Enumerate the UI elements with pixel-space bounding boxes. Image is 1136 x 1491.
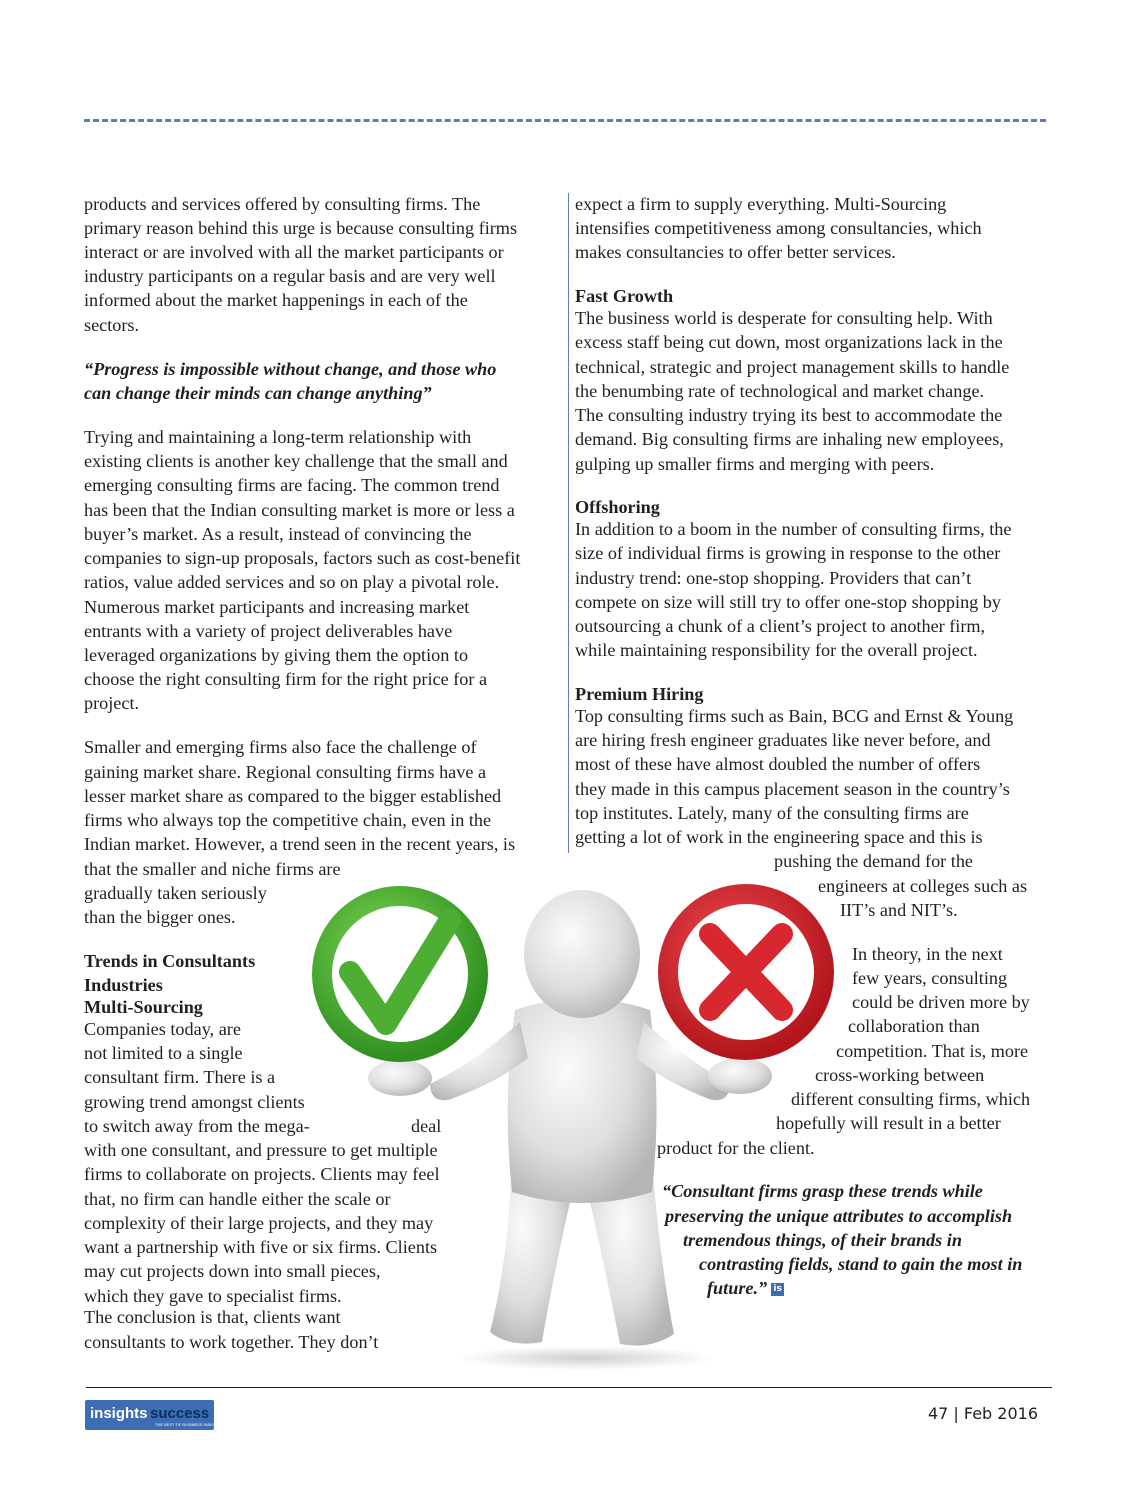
left-para3-line: Smaller and emerging firms also face the challenge of xyxy=(84,737,477,757)
left-para1-line: industry participants on a regular basis and are very well xyxy=(84,266,496,286)
right-off-line: outsourcing a chunk of a client’s project to another firm, xyxy=(575,616,986,636)
right-para1-line: intensifies competitiveness among consultancies, which xyxy=(575,218,982,238)
heading-multi-sourcing: Multi-Sourcing xyxy=(84,997,203,1017)
column-divider xyxy=(568,193,569,853)
left-para4-line: which they gave to specialist firms. xyxy=(84,1286,342,1306)
heading-trends: Trends in Consultants xyxy=(84,951,256,971)
right-fast-line: technical, strategic and project management skills to handle xyxy=(575,357,1010,377)
figure-right-hand xyxy=(708,1058,772,1094)
left-para3-line: than the bigger ones. xyxy=(84,907,236,927)
left-para2-line: ratios, value added services and so on play a pivotal role. xyxy=(84,572,500,592)
left-para4-line: that, no firm can handle either the scale or xyxy=(84,1189,391,1209)
left-para3-line: lesser market share as compared to the bigger established xyxy=(84,786,502,806)
right-off-line: while maintaining responsibility for the overall project. xyxy=(575,640,978,660)
right-theory-line: collaboration than xyxy=(848,1016,980,1036)
right-theory-line: different consulting firms, which xyxy=(791,1089,1031,1109)
left-para2-line: existing clients is another key challenge that the small and xyxy=(84,451,508,471)
heading-fast-growth: Fast Growth xyxy=(575,286,674,306)
floor-shadow xyxy=(456,1346,716,1370)
right-fast-line: gulping up smaller firms and merging with peers. xyxy=(575,454,935,474)
left-para4-deal: deal xyxy=(411,1116,442,1136)
right-fast-line: the benumbing rate of technological and market change. xyxy=(575,381,985,401)
figure-torso xyxy=(508,999,657,1204)
pull-quote-1-line: can change their minds can change anything” xyxy=(84,383,432,403)
figure-left-hand xyxy=(368,1060,432,1096)
left-para4-line: consultants to work together. They don’t xyxy=(84,1332,379,1352)
right-theory-line: product for the client. xyxy=(657,1138,815,1158)
right-off-line: industry trend: one-stop shopping. Providers that can’t xyxy=(575,568,972,588)
logo-tagline: THE BEST OF BUSINESS INSIGHTS xyxy=(155,1422,223,1427)
left-para2-line: project. xyxy=(84,693,140,713)
pull-quote-2-line: contrasting fields, stand to gain the most in xyxy=(699,1254,1023,1274)
left-para2-line: entrants with a variety of project deliverables have xyxy=(84,621,453,641)
left-para2-line: leveraged organizations by giving them the option to xyxy=(84,645,469,665)
left-para2-line: emerging consulting firms are facing. The common trend xyxy=(84,475,500,495)
right-prem-line: top institutes. Lately, many of the consulting firms are xyxy=(575,803,969,823)
right-fast-line: demand. Big consulting firms are inhaling new employees, xyxy=(575,429,1004,449)
right-para1-line: expect a firm to supply everything. Multi-Sourcing xyxy=(575,194,947,214)
left-para4-line: The conclusion is that, clients want xyxy=(84,1307,341,1327)
page-number-date: 47 | Feb 2016 xyxy=(927,1404,1038,1423)
left-para3-line: gradually taken seriously xyxy=(84,883,267,903)
right-theory-line: competition. That is, more xyxy=(836,1041,1029,1061)
right-prem-line: are hiring fresh engineer graduates like never before, and xyxy=(575,730,991,750)
heading-offshoring: Offshoring xyxy=(575,497,660,517)
left-para3-line: firms who always top the competitive chain, even in the xyxy=(84,810,492,830)
right-para1-line: makes consultancies to offer better services. xyxy=(575,242,896,262)
left-para2-line: buyer’s market. As a result, instead of convincing the xyxy=(84,524,472,544)
check-sign xyxy=(322,896,478,1052)
left-para2-line: companies to sign-up proposals, factors such as cost-benefit xyxy=(84,548,521,568)
heading-premium-hiring: Premium Hiring xyxy=(575,684,704,704)
right-off-line: compete on size will still try to offer one-stop shopping by xyxy=(575,592,1001,612)
figure-head xyxy=(524,890,640,1018)
cross-sign xyxy=(668,894,824,1050)
right-prem-line: engineers at colleges such as xyxy=(818,876,1028,896)
footer-rule xyxy=(86,1387,1052,1388)
pull-quote-2-line: preserving the unique attributes to accomplish xyxy=(665,1206,1013,1226)
right-prem-line: pushing the demand for the xyxy=(774,851,974,871)
right-theory-line: In theory, in the next xyxy=(852,944,1003,964)
left-para2-line: Numerous market participants and increasing market xyxy=(84,597,470,617)
right-off-line: size of individual firms is growing in response to the other xyxy=(575,543,1001,563)
left-para4-line: growing trend amongst clients xyxy=(84,1092,305,1112)
left-para1-line: informed about the market happenings in each of the xyxy=(84,290,468,310)
right-theory-line: cross-working between xyxy=(815,1065,985,1085)
left-para3-line: Indian market. However, a trend seen in the recent years, is xyxy=(84,834,516,854)
right-off-line: In addition to a boom in the number of consulting firms, the xyxy=(575,519,1012,539)
logo-word-success: success xyxy=(150,1405,210,1422)
right-fast-line: The business world is desperate for consulting help. With xyxy=(575,308,993,328)
pull-quote-2-line: “Consultant firms grasp these trends while xyxy=(662,1181,983,1201)
left-para3-line: that the smaller and niche firms are xyxy=(84,859,341,879)
end-mark-icon: is xyxy=(771,1283,784,1296)
left-para4-line: may cut projects down into small pieces, xyxy=(84,1261,381,1281)
left-para4-line: want a partnership with five or six firms. Clients xyxy=(84,1237,438,1257)
left-para1-line: sectors. xyxy=(84,315,140,335)
pull-quote-2-line: tremendous things, of their brands in xyxy=(683,1230,962,1250)
pull-quote-2-end: future.” xyxy=(707,1278,768,1298)
insights-success-logo xyxy=(85,1400,223,1430)
right-prem-line: most of these have almost doubled the number of offers xyxy=(575,754,981,774)
left-para4-line: with one consultant, and pressure to get multiple xyxy=(84,1140,438,1160)
left-para1-line: primary reason behind this urge is because consulting firms xyxy=(84,218,518,238)
left-para4-line: Companies today, are xyxy=(84,1019,241,1039)
right-theory-line: could be driven more by xyxy=(852,992,1030,1012)
left-para4-line: to switch away from the mega- xyxy=(84,1116,310,1136)
logo-word-insights: insights xyxy=(90,1405,148,1422)
left-para2-line: Trying and maintaining a long-term relationship with xyxy=(84,427,472,447)
right-theory-line: hopefully will result in a better xyxy=(776,1113,1001,1133)
left-para4-line: not limited to a single xyxy=(84,1043,243,1063)
right-prem-line: IIT’s and NIT’s. xyxy=(840,900,958,920)
right-fast-line: excess staff being cut down, most organizations lack in the xyxy=(575,332,1003,352)
left-para1-line: products and services offered by consulting firms. The xyxy=(84,194,481,214)
right-prem-line: getting a lot of work in the engineering space and this is xyxy=(575,827,983,847)
right-prem-line: Top consulting firms such as Bain, BCG and Ernst & Young xyxy=(575,706,1014,726)
left-para4-line: firms to collaborate on projects. Clients may feel xyxy=(84,1164,440,1184)
left-para3-line: gaining market share. Regional consulting firms have a xyxy=(84,762,487,782)
left-para4-line: consultant firm. There is a xyxy=(84,1067,276,1087)
right-theory-line: few years, consulting xyxy=(852,968,1008,988)
left-para2-line: choose the right consulting firm for the right price for a xyxy=(84,669,488,689)
figure-check-cross-illustration xyxy=(290,862,850,1372)
left-para1-line: interact or are involved with all the market participants or xyxy=(84,242,504,262)
left-para4-line: complexity of their large projects, and they may xyxy=(84,1213,434,1233)
pull-quote-1-line: “Progress is impossible without change, and those who xyxy=(84,359,497,379)
left-para2-line: has been that the Indian consulting market is more or less a xyxy=(84,500,515,520)
heading-trends: Industries xyxy=(84,975,163,995)
header-dashed-rule xyxy=(84,119,1046,122)
right-prem-line: they made in this campus placement season in the country’s xyxy=(575,779,1010,799)
right-fast-line: The consulting industry trying its best to accommodate the xyxy=(575,405,1003,425)
